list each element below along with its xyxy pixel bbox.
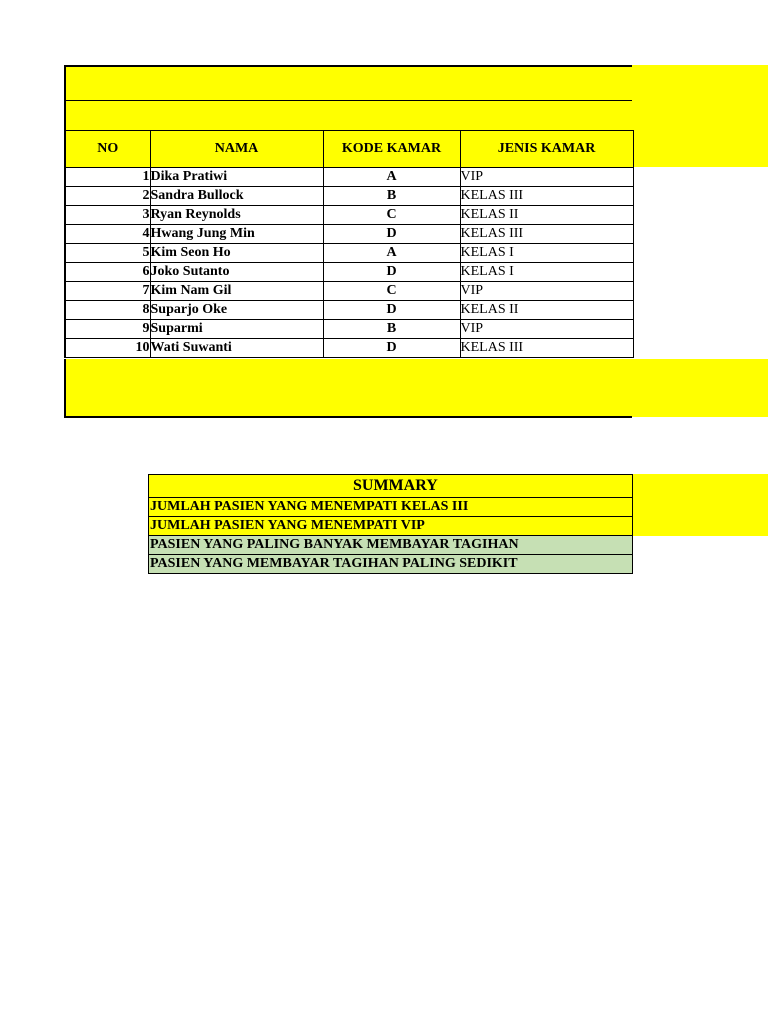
title-row[interactable] [64,65,632,101]
cell-nama[interactable]: Ryan Reynolds [150,206,323,225]
cell-jenis[interactable]: KELAS II [460,206,633,225]
table-row [65,263,633,282]
cell-kode[interactable]: D [323,339,460,358]
cell-jenis[interactable]: KELAS I [460,263,633,282]
summary-fill-right [632,474,768,536]
cell-no[interactable]: 3 [65,206,150,225]
cell-nama[interactable]: Suparmi [150,320,323,339]
summary-row [149,498,633,517]
table-row [65,225,633,244]
footer-row-1[interactable] [64,359,632,379]
cell-kode[interactable]: C [323,282,460,301]
cell-jenis[interactable]: KELAS III [460,339,633,358]
cell-nama[interactable]: Kim Nam Gil [150,282,323,301]
cell-jenis[interactable]: VIP [460,320,633,339]
summary-row [149,517,633,536]
header-fill-right [632,65,768,167]
cell-nama[interactable]: Sandra Bullock [150,187,323,206]
table-row [65,206,633,225]
cell-jenis[interactable]: KELAS III [460,225,633,244]
cell-no[interactable]: 10 [65,339,150,358]
cell-nama[interactable]: Wati Suwanti [150,339,323,358]
cell-jenis[interactable]: VIP [460,282,633,301]
table-row [65,168,633,187]
cell-no[interactable]: 4 [65,225,150,244]
header-kode-kamar[interactable]: KODE KAMAR [323,131,460,168]
cell-kode[interactable]: B [323,187,460,206]
cell-no[interactable]: 7 [65,282,150,301]
cell-no[interactable]: 9 [65,320,150,339]
cell-no[interactable]: 8 [65,301,150,320]
cell-nama[interactable]: Dika Pratiwi [150,168,323,187]
cell-nama[interactable]: Suparjo Oke [150,301,323,320]
table-row [65,187,633,206]
cell-jenis[interactable]: KELAS II [460,301,633,320]
cell-nama[interactable]: Joko Sutanto [150,263,323,282]
cell-no[interactable]: 2 [65,187,150,206]
table-row [65,244,633,263]
table-row [65,282,633,301]
summary-table [148,474,633,574]
header-nama[interactable]: NAMA [150,131,323,168]
cell-no[interactable]: 5 [65,244,150,263]
summary-item-most-paid[interactable]: PASIEN YANG PALING BANYAK MEMBAYAR TAGIHAN [149,536,633,555]
cell-jenis[interactable]: KELAS III [460,187,633,206]
summary-title[interactable]: SUMMARY [149,475,633,498]
table-row [65,320,633,339]
summary-row [149,555,633,574]
cell-nama[interactable]: Hwang Jung Min [150,225,323,244]
cell-jenis[interactable]: VIP [460,168,633,187]
summary-item-vip[interactable]: JUMLAH PASIEN YANG MENEMPATI VIP [149,517,633,536]
cell-no[interactable]: 6 [65,263,150,282]
cell-kode[interactable]: D [323,263,460,282]
table-row [65,301,633,320]
header-no[interactable]: NO [65,131,150,168]
summary-header-row [149,475,633,498]
footer-row-3[interactable] [64,397,632,418]
footer-row-2[interactable] [64,378,632,398]
summary-row [149,536,633,555]
footer-fill-right [632,359,768,417]
header-jenis-kamar[interactable]: JENIS KAMAR [460,131,633,168]
summary-item-kelas-iii[interactable]: JUMLAH PASIEN YANG MENEMPATI KELAS III [149,498,633,517]
patient-table [64,130,634,358]
cell-kode[interactable]: A [323,244,460,263]
subtitle-row[interactable] [64,100,632,131]
summary-item-least-paid[interactable]: PASIEN YANG MEMBAYAR TAGIHAN PALING SEDIKIT [149,555,633,574]
table-row [65,339,633,358]
cell-kode[interactable]: D [323,301,460,320]
cell-no[interactable]: 1 [65,168,150,187]
cell-kode[interactable]: A [323,168,460,187]
cell-kode[interactable]: B [323,320,460,339]
cell-nama[interactable]: Kim Seon Ho [150,244,323,263]
cell-jenis[interactable]: KELAS I [460,244,633,263]
cell-kode[interactable]: C [323,206,460,225]
table-header-row [65,131,633,168]
cell-kode[interactable]: D [323,225,460,244]
